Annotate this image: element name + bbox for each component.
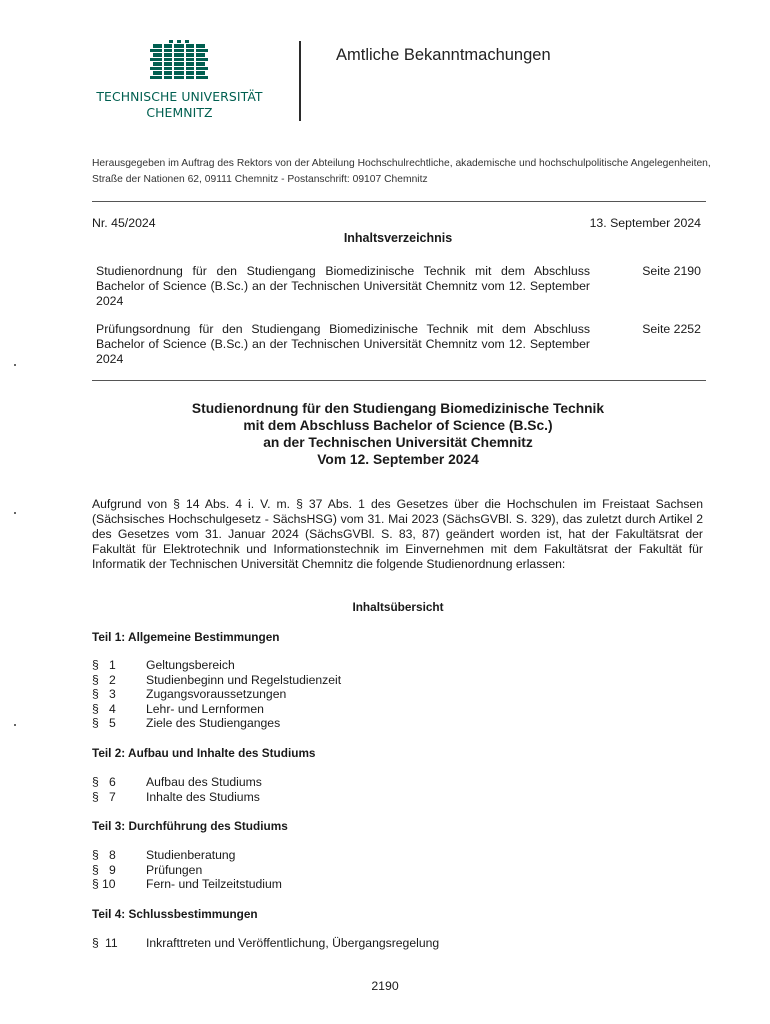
section-symbol: § — [92, 877, 99, 892]
toc-entry-title: Prüfungsordnung für den Studiengang Biomedizinische Technik mit dem Abschluss Bachelor of Science (B.Sc.) an der Technischen Universität Chemnitz vom 12. September 2024 — [96, 322, 590, 366]
section-symbol: § — [92, 789, 99, 804]
section-list — [92, 775, 262, 804]
section-item — [92, 848, 282, 863]
section-item — [92, 658, 341, 673]
section-number: 3 — [109, 687, 116, 702]
section-number: 9 — [109, 862, 116, 877]
document-title — [0, 400, 770, 468]
margin-mark — [14, 724, 16, 726]
section-number: 11 — [105, 936, 118, 950]
publication-title: Amtliche Bekanntmachungen — [336, 46, 551, 64]
section-symbol: § — [92, 936, 99, 950]
section-symbol: § — [92, 848, 99, 862]
section-symbol: § — [92, 775, 99, 789]
section-item — [92, 716, 341, 731]
overview-title: Inhaltsübersicht — [352, 600, 444, 614]
section-number: 8 — [109, 848, 116, 862]
section-label: Fern- und Teilzeitstudium — [146, 877, 282, 892]
margin-mark — [14, 512, 16, 514]
section-symbol: § — [92, 672, 99, 687]
university-logo — [92, 40, 267, 125]
section-label: Aufbau des Studiums — [146, 775, 262, 789]
part-heading: Teil 2: Aufbau und Inhalte des Studiums — [92, 746, 316, 760]
logo-line-1: TECHNISCHE UNIVERSITÄT — [96, 89, 263, 104]
section-number: 5 — [109, 716, 116, 731]
section-number: 2 — [109, 672, 116, 687]
section-list — [92, 848, 282, 892]
section-label: Prüfungen — [146, 862, 203, 877]
university-building-icon — [150, 40, 208, 80]
section-symbol: § — [92, 862, 99, 877]
issue-date: 13. September 2024 — [589, 216, 701, 230]
toc-heading: Inhaltsverzeichnis — [343, 231, 453, 245]
section-item — [92, 790, 262, 805]
part-heading: Teil 3: Durchführung des Studiums — [92, 819, 288, 833]
document-title-line: Studienordnung für den Studiengang Biomedizinische Technik — [191, 401, 605, 416]
toc-rule — [92, 380, 706, 381]
header-rule — [92, 201, 706, 202]
document-title-line: mit dem Abschluss Bachelor of Science (B.Sc.) — [243, 418, 553, 433]
section-symbol: § — [92, 701, 99, 716]
header-divider — [299, 41, 301, 121]
section-list — [92, 658, 341, 731]
section-item — [92, 877, 282, 892]
section-label: Geltungsbereich — [146, 658, 235, 672]
section-number: 10 — [102, 877, 116, 892]
section-item — [92, 775, 262, 790]
section-label: Inkrafttreten und Veröffentlichung, Übergangsregelung — [146, 936, 440, 950]
section-label: Inhalte des Studiums — [146, 789, 260, 804]
section-item — [92, 863, 282, 878]
document-title-line: Vom 12. September 2024 — [317, 452, 479, 467]
section-item — [92, 687, 341, 702]
section-item — [92, 702, 341, 717]
section-number: 1 — [109, 658, 116, 672]
section-label: Studienberatung — [146, 848, 236, 862]
toc-entry-page: Seite 2190 — [642, 264, 701, 278]
section-number: 4 — [109, 701, 116, 716]
document-title-line: an der Technischen Universität Chemnitz — [263, 435, 533, 450]
logo-wordmark — [92, 89, 267, 121]
preamble-paragraph: Aufgrund von § 14 Abs. 4 i. V. m. § 37 Abs. 1 des Gesetzes über die Hochschulen im Freistaat Sachsen (Sächsisches Hochschulgesetz - SächsHSG) vom 31. Mai 2023 (SächsGVBl. S. 329), das zuletzt durch Artikel 2 des Gesetzes vom 31. Januar 2024 (SächsGVBl. S. 83, 87) geändert worden ist, hat der Fakultätsrat der Fakultät für Elektrotechnik und Informationstechnik im Einvernehmen mit dem Fakultätsrat der Fakultät für Informatik der Technischen Universität Chemnitz die folgende Studienordnung erlassen: — [92, 497, 703, 571]
section-symbol: § — [92, 658, 99, 672]
section-item — [92, 936, 439, 951]
section-symbol: § — [92, 687, 99, 702]
section-label: Ziele des Studienganges — [146, 716, 281, 731]
publisher-note: Herausgegeben im Auftrag des Rektors von der Abteilung Hochschulrechtliche, akademische und hochschulpolitische Angelegenheiten, Straße der Nationen 62, 09111 Chemnitz - Postanschrift: 09107 Chemnitz — [92, 158, 711, 185]
section-number: 7 — [109, 789, 116, 804]
margin-mark — [14, 364, 16, 366]
issue-number: Nr. 45/2024 — [92, 216, 156, 230]
logo-line-2: CHEMNITZ — [146, 105, 213, 120]
toc-entry-title: Studienordnung für den Studiengang Biomedizinische Technik mit dem Abschluss Bachelor of Science (B.Sc.) an der Technischen Universität Chemnitz vom 12. September 2024 — [96, 264, 590, 308]
section-list — [92, 936, 439, 951]
part-heading: Teil 4: Schlussbestimmungen — [92, 907, 258, 921]
page-number: 2190 — [371, 979, 399, 993]
section-symbol: § — [92, 716, 99, 731]
section-item — [92, 673, 341, 688]
section-number: 6 — [109, 775, 116, 789]
section-label: Lehr- und Lernformen — [146, 701, 264, 716]
part-heading: Teil 1: Allgemeine Bestimmungen — [92, 630, 280, 644]
toc-entry-page: Seite 2252 — [642, 322, 701, 336]
section-label: Studienbeginn und Regelstudienzeit — [146, 672, 342, 687]
section-label: Zugangsvoraussetzungen — [146, 687, 287, 702]
